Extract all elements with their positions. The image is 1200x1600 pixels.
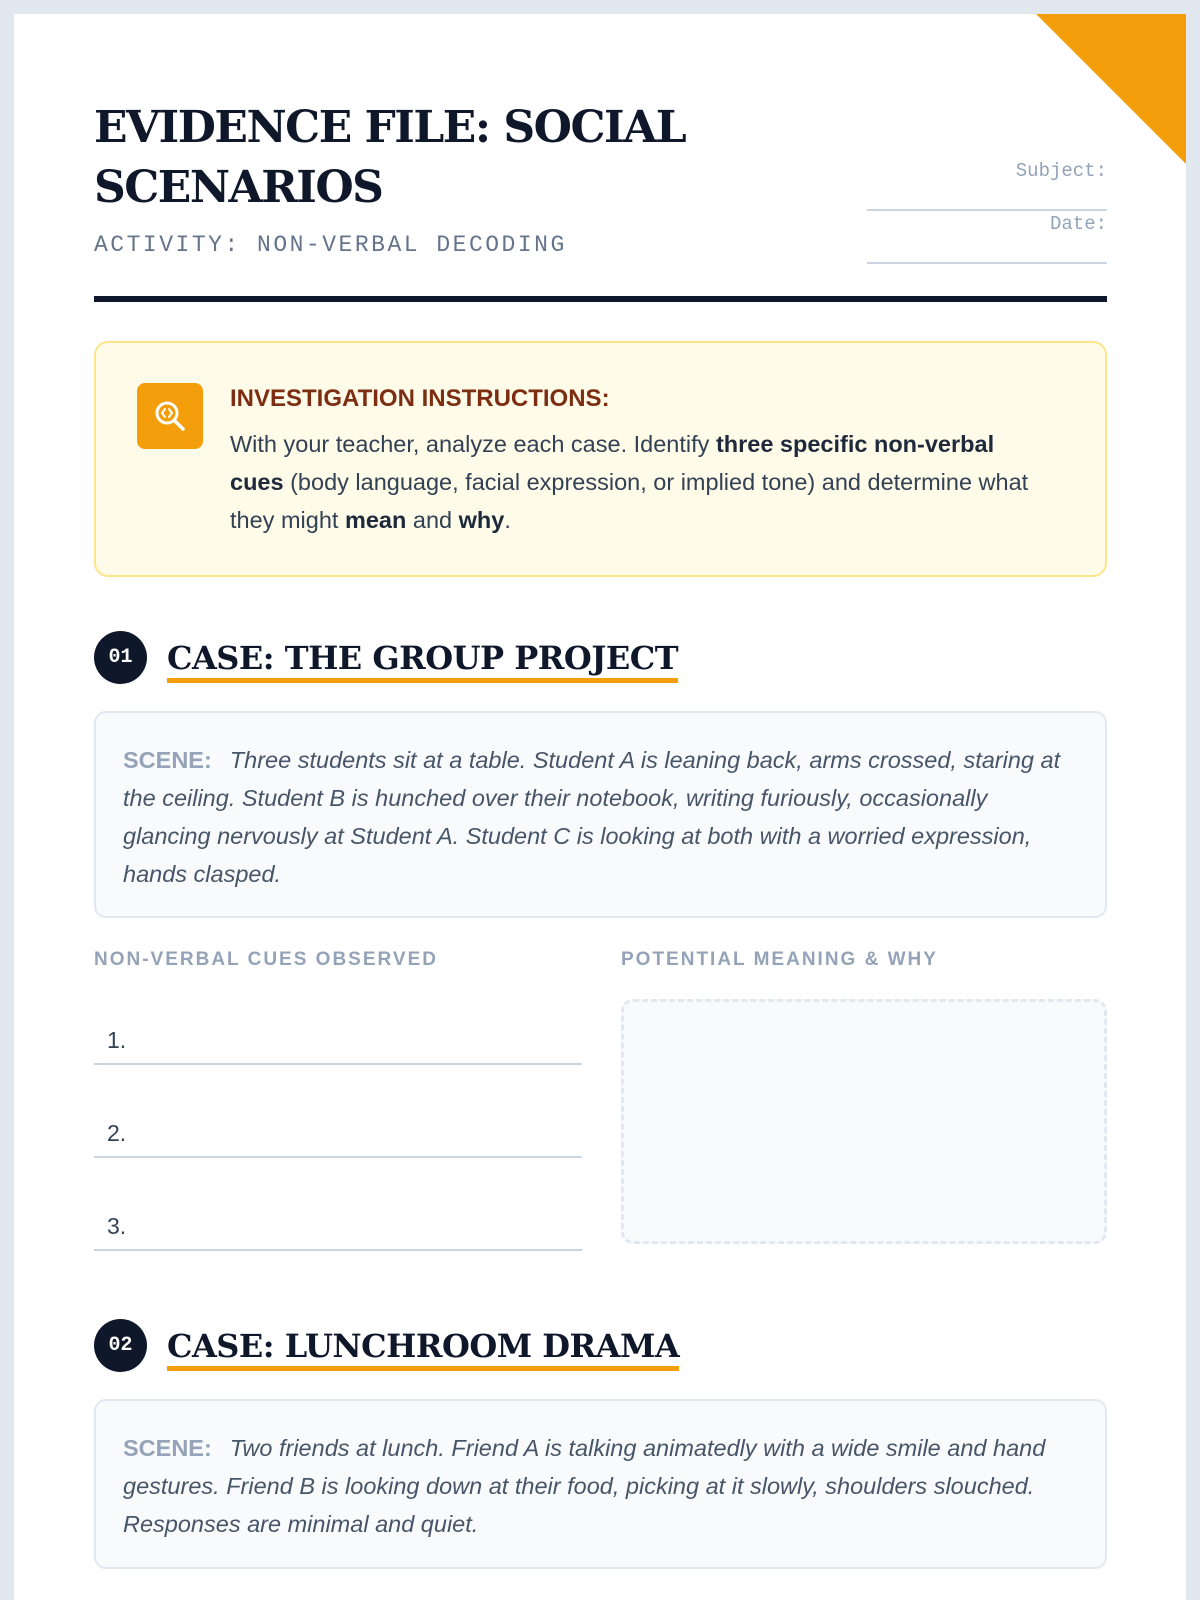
case-number-badge: 02: [94, 1319, 147, 1372]
case-header: [94, 1319, 714, 1375]
cue-answer-line[interactable]: [94, 1156, 582, 1158]
cue-number: 2.: [107, 1120, 127, 1146]
page-title: EVIDENCE FILE: SOCIAL SCENARIOS: [94, 102, 686, 213]
meaning-answer-box[interactable]: [621, 999, 1107, 1244]
subject-label: Subject:: [1015, 160, 1107, 182]
scene-box: [94, 1399, 1107, 1569]
search-code-icon: [137, 383, 203, 449]
meta-fields: [867, 158, 1107, 264]
case-header: [94, 631, 714, 687]
worksheet-page: [14, 14, 1186, 1600]
scene-text: Two friends at lunch. Friend A is talking animatedly with a wide smile and hand gestures. Friend B is looking down at their food, picking at it slowly, shoulders slouched. Responses are minimal and quiet.: [123, 1435, 1046, 1537]
instructions-title: INVESTIGATION INSTRUCTIONS:: [230, 385, 610, 412]
scene-text: Three students sit at a table. Student A is leaning back, arms crossed, staring at the ceiling. Student B is hunched over their notebook, writing furiously, occasionally glancing nervously at Student A. Student C is looking at both with a worried expression, hands clasped.: [123, 747, 1061, 887]
instructions-text: With your teacher, analyze each case. Identify three specific non-verbal cues (body language, facial expression, or implied tone) and determine what they might mean and why.: [230, 431, 1029, 533]
case-title: CASE: THE GROUP PROJECT: [167, 638, 678, 683]
scene-box: [94, 711, 1107, 918]
meaning-column-label: POTENTIAL MEANING & WHY: [621, 949, 938, 970]
cue-number: 1.: [107, 1027, 127, 1053]
case-title: CASE: LUNCHROOM DRAMA: [167, 1326, 679, 1371]
case-number-badge: 01: [94, 631, 147, 684]
date-label: Date:: [1049, 213, 1107, 235]
scene-label: SCENE:: [123, 747, 212, 773]
cue-number: 3.: [107, 1213, 127, 1239]
header-rule: [94, 296, 1107, 302]
header: [94, 98, 1107, 302]
instructions-box: [94, 341, 1107, 577]
date-field[interactable]: [867, 211, 1107, 264]
cue-answer-line[interactable]: [94, 1063, 582, 1065]
scene-label: SCENE:: [123, 1435, 212, 1461]
subject-field[interactable]: [867, 158, 1107, 211]
activity-subtitle: ACTIVITY: NON-VERBAL DECODING: [94, 232, 567, 258]
cues-column-label: NON-VERBAL CUES OBSERVED: [94, 949, 438, 970]
cue-answer-line[interactable]: [94, 1249, 582, 1251]
